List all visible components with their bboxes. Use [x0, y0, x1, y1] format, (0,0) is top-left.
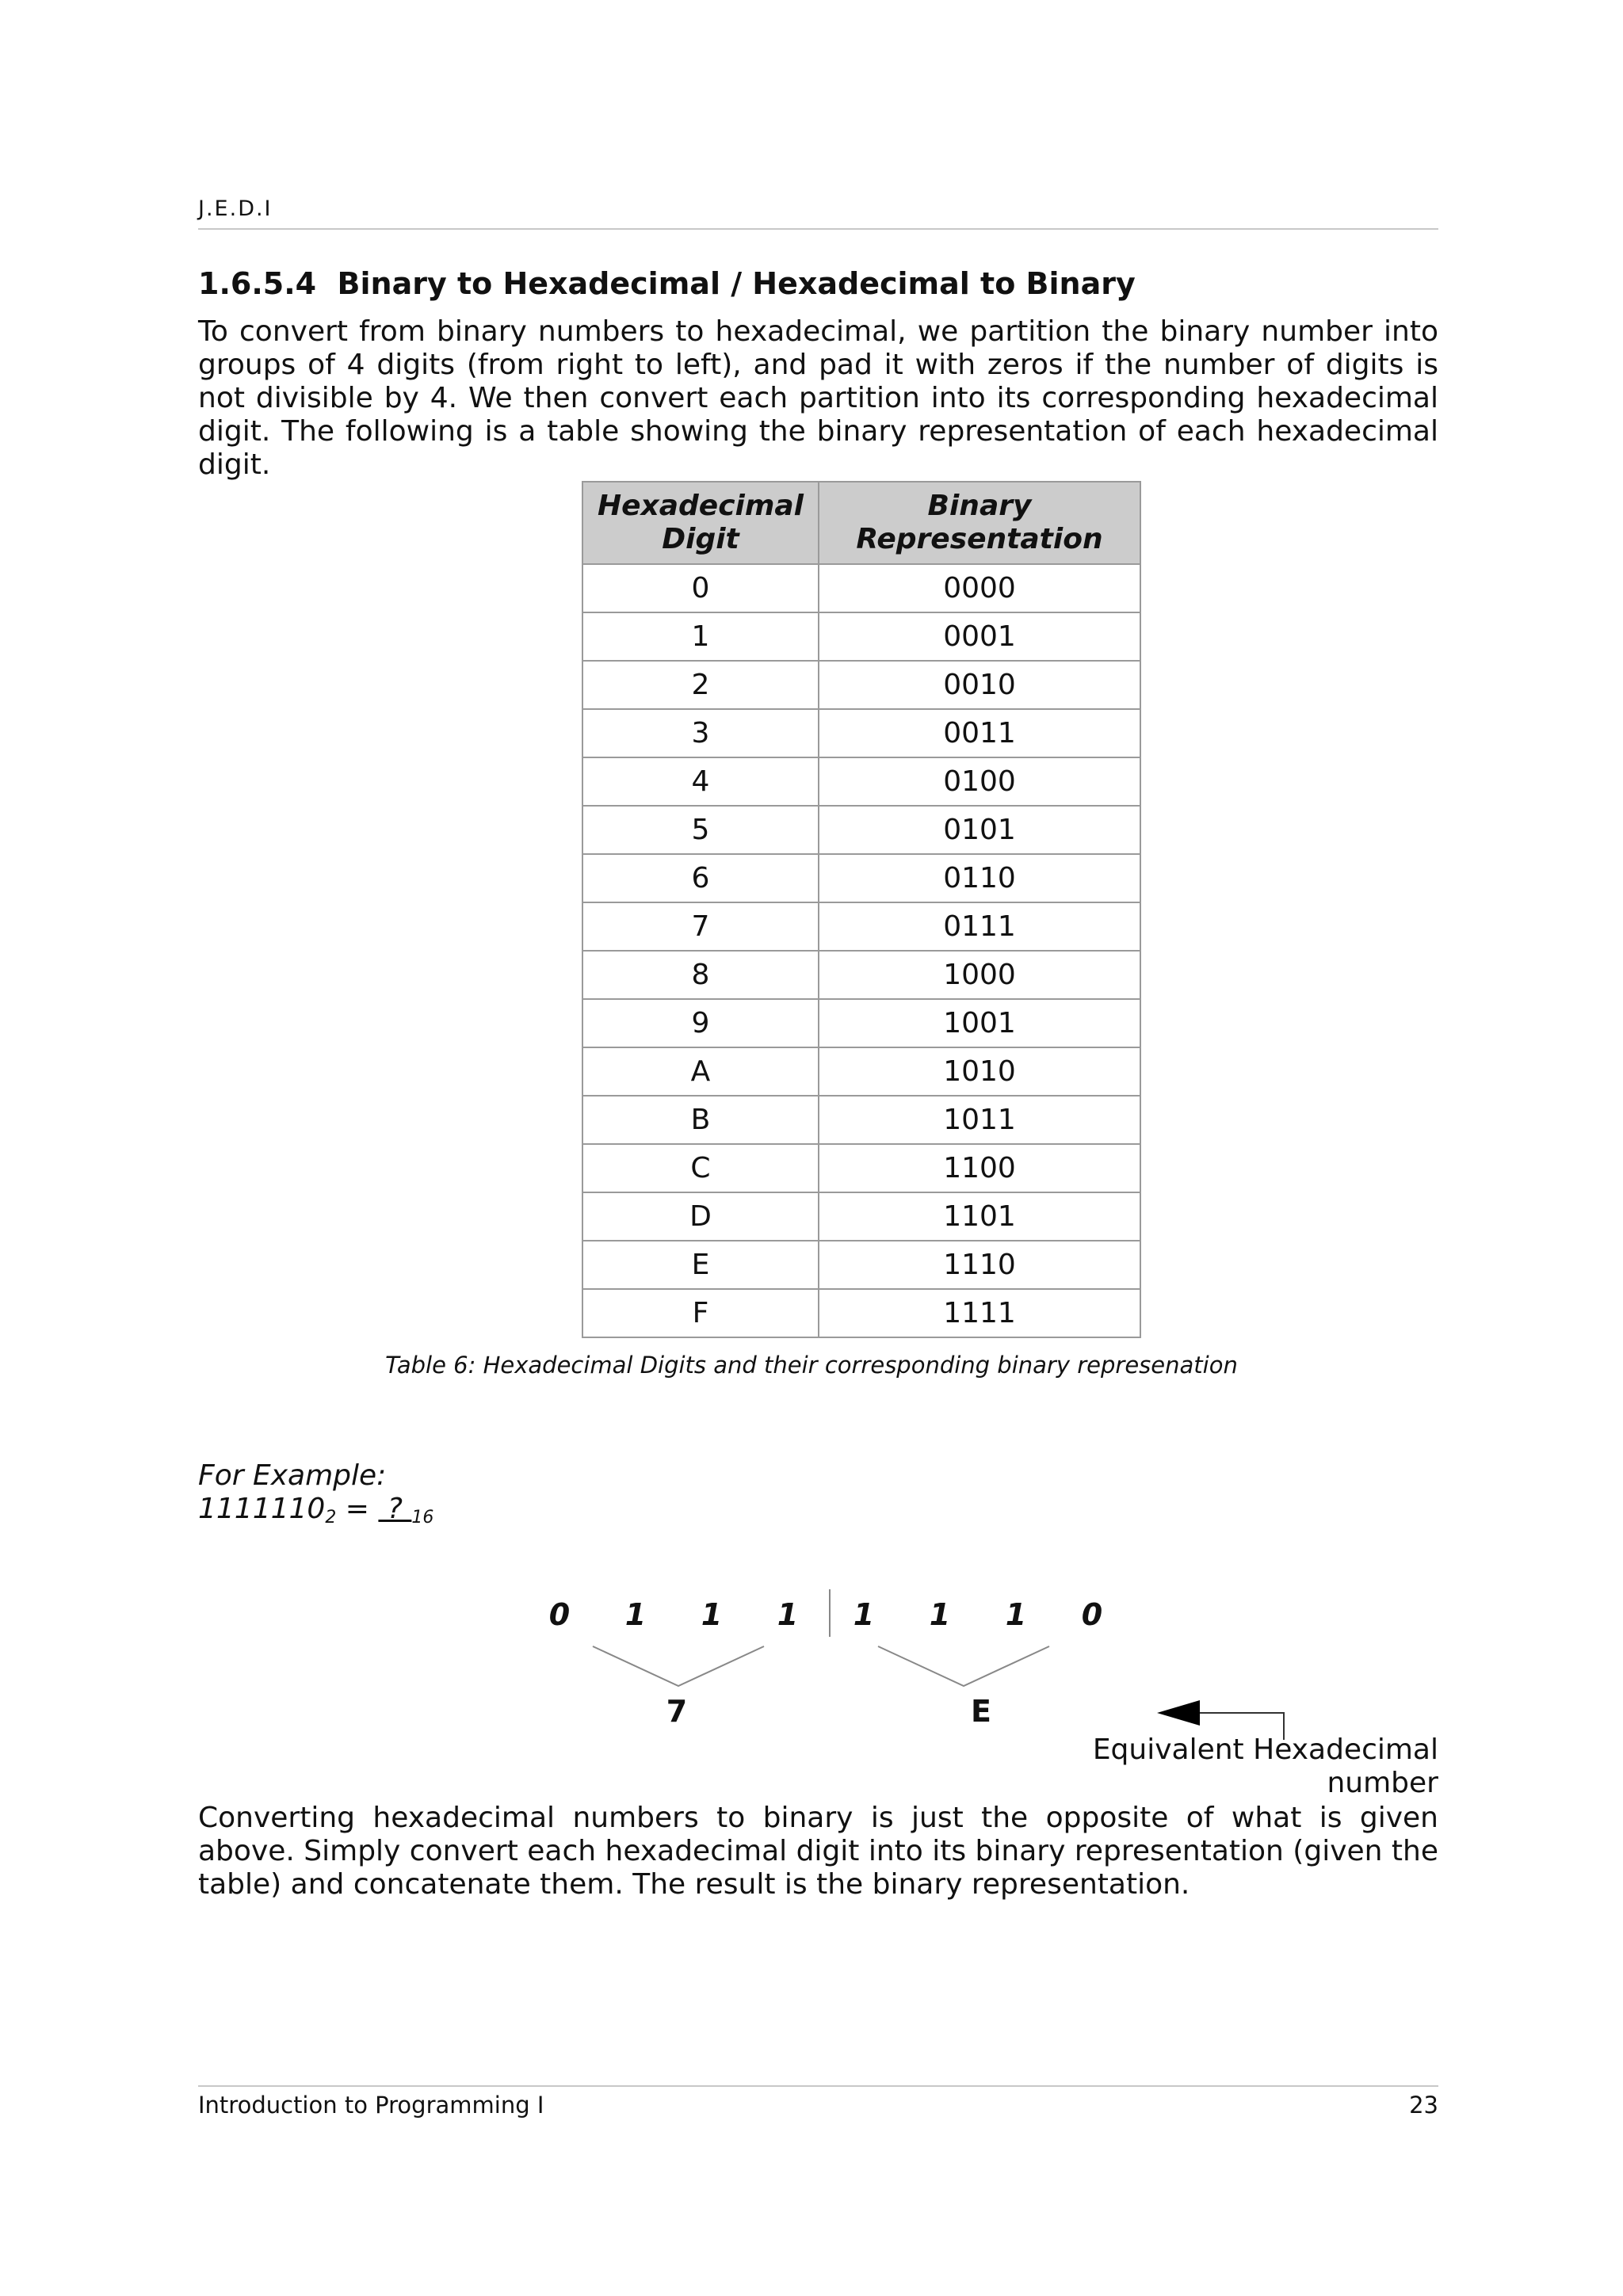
- running-header: J.E.D.I: [198, 196, 273, 221]
- hex-digit-cell: A: [582, 1047, 819, 1096]
- hex-digit-cell: 8: [582, 951, 819, 999]
- table-row: [582, 612, 1140, 661]
- group-bracket-right: [878, 1646, 1049, 1686]
- table-row: [582, 999, 1140, 1047]
- example-bit: 1: [624, 1597, 647, 1632]
- result-label: [1093, 1733, 1438, 1800]
- binary-cell: 0010: [819, 661, 1140, 709]
- example-bit: 0: [548, 1597, 571, 1632]
- table-row: [582, 806, 1140, 854]
- hex-digit-cell: 1: [582, 612, 819, 661]
- closing-paragraph: Converting hexadecimal numbers to binary is just the opposite of what is given above. Simply convert each hexadecimal digit into its binary representation (given the table) and concatenate them. The result is the binary representation.: [198, 1802, 1438, 1901]
- binary-cell: 0001: [819, 612, 1140, 661]
- binary-cell: 1100: [819, 1144, 1140, 1192]
- binary-cell: 1001: [819, 999, 1140, 1047]
- hex-digit-cell: D: [582, 1192, 819, 1241]
- table-row: [582, 1096, 1140, 1144]
- example-bit: 1: [777, 1597, 799, 1632]
- arrow-left-icon: [1157, 1700, 1200, 1726]
- group-bracket-left: [593, 1646, 764, 1686]
- example-answer-mark: ?: [378, 1493, 412, 1525]
- binary-cell: 1010: [819, 1047, 1140, 1096]
- example-equation: [198, 1493, 433, 1527]
- table-caption: Table 6: Hexadecimal Digits and their corresponding binary represenation: [385, 1352, 1238, 1379]
- example-base-to: 16: [411, 1508, 434, 1527]
- table-row: [582, 1289, 1140, 1337]
- binary-cell: 0000: [819, 564, 1140, 612]
- table-header-cell: Binary Representation: [819, 482, 1140, 564]
- hex-digit-cell: F: [582, 1289, 819, 1337]
- hex-digit-cell: B: [582, 1096, 819, 1144]
- binary-cell: 1111: [819, 1289, 1140, 1337]
- binary-cell: 0101: [819, 806, 1140, 854]
- hex-digit-cell: 5: [582, 806, 819, 854]
- example-answer: [378, 1493, 433, 1525]
- page-number: 23: [1409, 2092, 1438, 2119]
- table-row: [582, 1144, 1140, 1192]
- table-row: [582, 1047, 1140, 1096]
- example-bit: 1: [929, 1597, 951, 1632]
- table-header-cell: Hexadecimal Digit: [582, 482, 819, 564]
- binary-cell: 0110: [819, 854, 1140, 902]
- example-bit: 1: [701, 1597, 723, 1632]
- table-row: [582, 1241, 1140, 1289]
- example-bit: 1: [1005, 1597, 1027, 1632]
- example-bit: 0: [1081, 1597, 1103, 1632]
- header-divider: [198, 228, 1438, 230]
- binary-cell: 0011: [819, 709, 1140, 757]
- binary-cell: 1011: [819, 1096, 1140, 1144]
- hex-digit-cell: 7: [582, 902, 819, 951]
- table-row: [582, 757, 1140, 806]
- result-label-line: Equivalent Hexadecimal: [1092, 1733, 1438, 1766]
- table-row: [582, 902, 1140, 951]
- example-label: For Example:: [198, 1459, 387, 1492]
- hex-digit-cell: 9: [582, 999, 819, 1047]
- hex-digit-cell: C: [582, 1144, 819, 1192]
- footer-divider: [198, 2085, 1438, 2087]
- table-row: [582, 1192, 1140, 1241]
- intro-paragraph: To convert from binary numbers to hexadecimal, we partition the binary number into groups of 4 digits (from right to left), and pad it with zeros if the number of digits is not divisible by 4. We then convert each partition into its corresponding hexadecimal digit. The following is a table showing the binary representation of each hexadecimal digit.: [198, 315, 1438, 481]
- hex-digit-cell: 3: [582, 709, 819, 757]
- binary-cell: 1000: [819, 951, 1140, 999]
- example-hex-digit: E: [971, 1694, 991, 1729]
- hex-digit-cell: E: [582, 1241, 819, 1289]
- section-title: 1.6.5.4 Binary to Hexadecimal / Hexadecimal to Binary: [198, 266, 1136, 301]
- example-base-from: 2: [325, 1508, 337, 1527]
- hex-digit-cell: 4: [582, 757, 819, 806]
- table-row: [582, 564, 1140, 612]
- binary-cell: 0111: [819, 902, 1140, 951]
- table-row: [582, 951, 1140, 999]
- result-label-line: number: [1327, 1767, 1438, 1799]
- table-row: [582, 709, 1140, 757]
- example-binary-number: 1111110: [198, 1493, 326, 1525]
- footer-title: Introduction to Programming I: [198, 2092, 544, 2119]
- example-hex-digit: 7: [666, 1694, 688, 1729]
- hex-digit-cell: 6: [582, 854, 819, 902]
- hex-binary-table: [582, 481, 1141, 1338]
- table-row: [582, 661, 1140, 709]
- table-row: [582, 854, 1140, 902]
- binary-cell: 1110: [819, 1241, 1140, 1289]
- binary-cell: 1101: [819, 1192, 1140, 1241]
- table-header-row: [582, 482, 1140, 564]
- example-bit: 1: [853, 1597, 875, 1632]
- binary-cell: 0100: [819, 757, 1140, 806]
- table-body: [582, 564, 1140, 1337]
- hex-digit-cell: 2: [582, 661, 819, 709]
- example-equals: =: [336, 1493, 379, 1525]
- hex-digit-cell: 0: [582, 564, 819, 612]
